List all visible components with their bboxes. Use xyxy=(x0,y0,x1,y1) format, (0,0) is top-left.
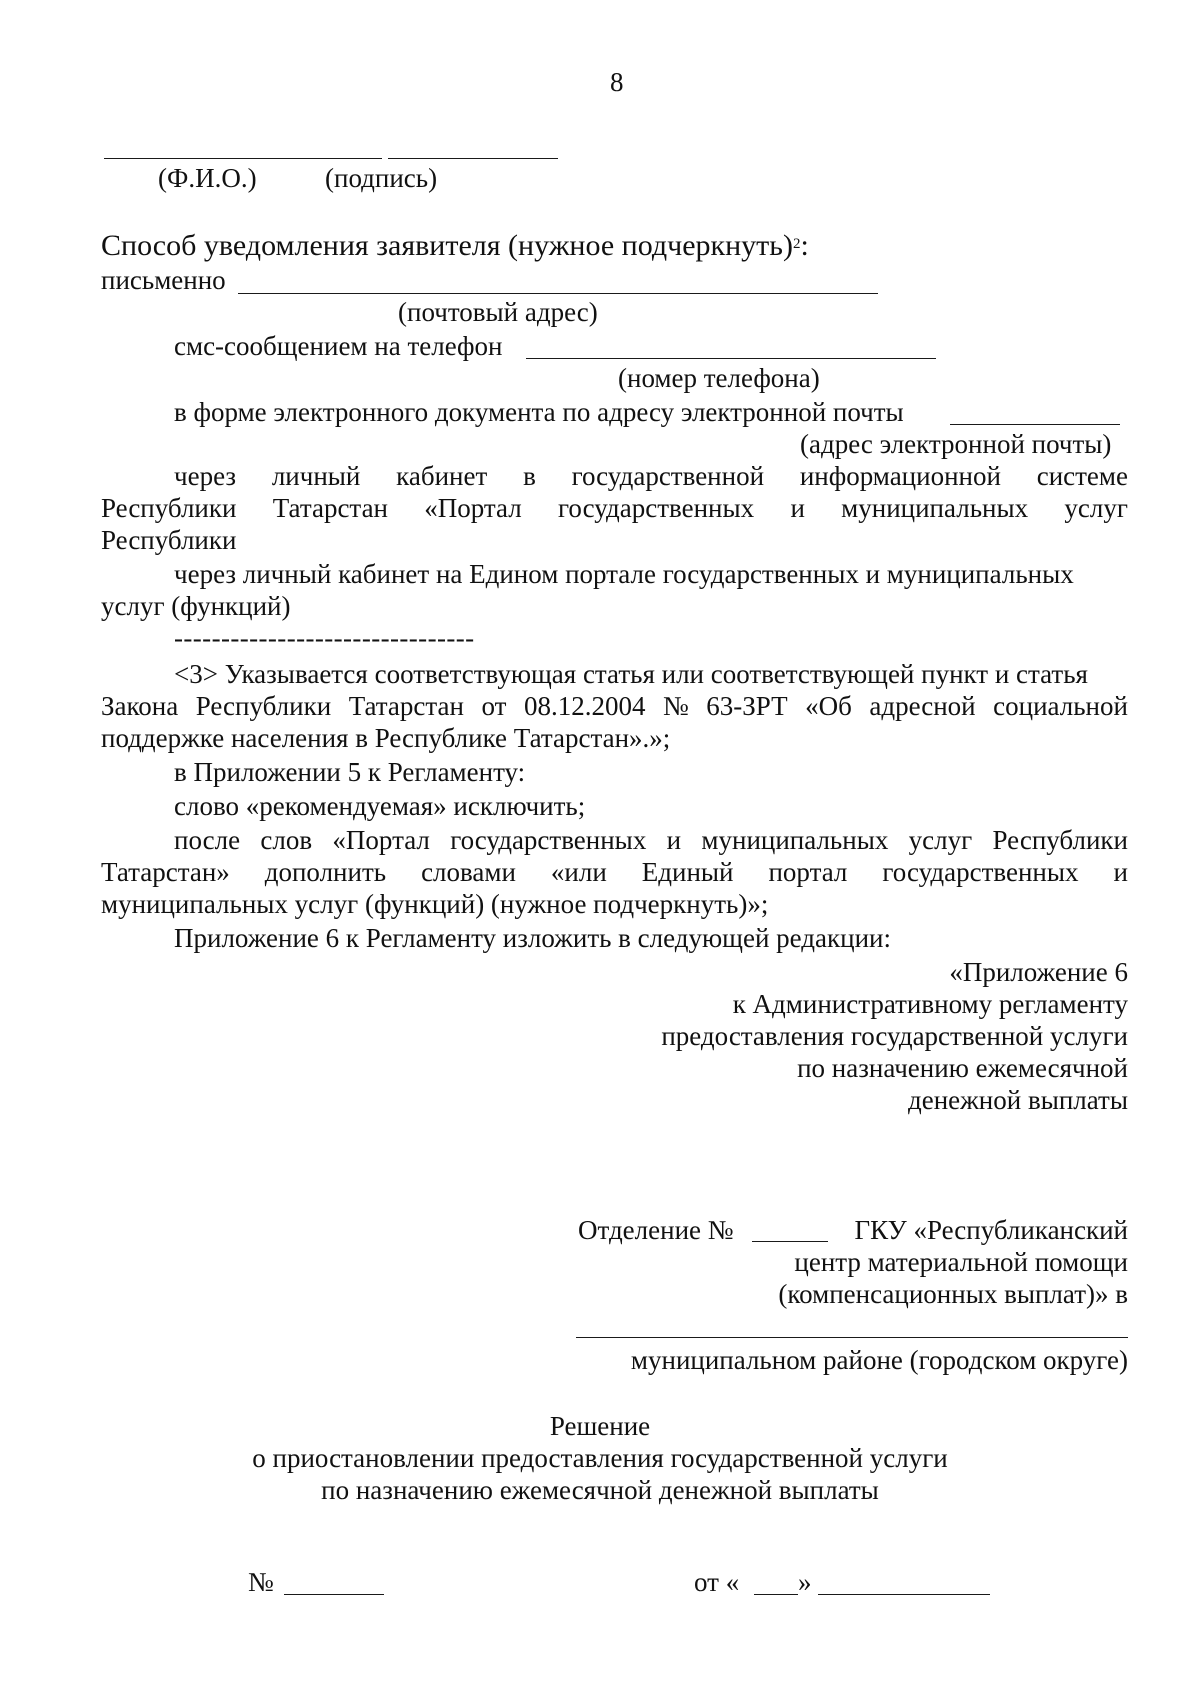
decision-date-close: » xyxy=(798,1567,812,1597)
amendment-line-3: после слов «Портал государственных и муниципальных услуг Республики xyxy=(174,825,1128,855)
department-number-field[interactable] xyxy=(752,1241,828,1242)
footnote-line-2: Закона Республики Татарстан от 08.12.2004 № 63-ЗРТ «Об адресной социальной xyxy=(101,691,1128,721)
written-label: письменно xyxy=(101,265,226,295)
cabinet-line-3: Республики xyxy=(101,525,237,555)
epgu-line-1: через личный кабинет на Едином портале государственных и муниципальных xyxy=(174,559,1074,589)
email-label: в форме электронного документа по адресу электронной почты xyxy=(174,397,904,427)
email-caption: (адрес электронной почты) xyxy=(800,429,1112,459)
appendix-line-4: по назначению ежемесячной xyxy=(797,1053,1128,1083)
footnote-line-1: <3> Указывается соответствующая статья или соответствующей пункт и статья xyxy=(174,659,1088,689)
signature-caption: (подпись) xyxy=(325,163,438,193)
decision-day-field[interactable] xyxy=(754,1594,798,1595)
amendment-line-6: Приложение 6 к Регламенту изложить в следующей редакции: xyxy=(174,923,891,953)
footnote-line-3: поддержке населения в Республике Татарстан».»; xyxy=(101,723,671,753)
amendment-line-4: Татарстан» дополнить словами «или Единый портал государственных и xyxy=(101,857,1128,887)
phone-field[interactable] xyxy=(526,358,936,359)
organization-name: ГКУ «Республиканский xyxy=(854,1215,1128,1245)
addressee-line-2: центр материальной помощи xyxy=(794,1247,1128,1277)
email-field[interactable] xyxy=(950,424,1120,425)
amendment-line-5: муниципальных услуг (функций) (нужное подчеркнуть)»; xyxy=(101,889,769,919)
appendix-line-1: «Приложение 6 xyxy=(949,957,1128,987)
district-field[interactable] xyxy=(576,1337,1128,1338)
cabinet-line-1: через личный кабинет в государственной информационной системе xyxy=(174,461,1128,491)
notification-heading: Способ уведомления заявителя (нужное подчеркнуть)$^2$: xyxy=(101,229,809,262)
district-caption: муниципальном районе (городском округе) xyxy=(630,1345,1128,1375)
postal-address-caption: (почтовый адрес) xyxy=(398,297,598,327)
epgu-line-2: услуг (функций) xyxy=(101,591,291,621)
cabinet-line-2: Республики Татарстан «Портал государственных и муниципальных услуг xyxy=(101,493,1128,523)
footnote-separator: -------------------------------- xyxy=(174,623,475,653)
decision-subtitle-1: о приостановлении предоставления государственной услуги xyxy=(252,1443,948,1473)
department-label: Отделение № xyxy=(578,1215,734,1245)
sms-label: смс-сообщением на телефон xyxy=(174,331,503,361)
appendix-line-3: предоставления государственной услуги xyxy=(661,1021,1128,1051)
decision-title: Решение xyxy=(549,1411,651,1441)
decision-number-label: № xyxy=(248,1567,274,1597)
postal-address-field[interactable] xyxy=(238,293,878,294)
page-number: 8 xyxy=(610,67,624,97)
decision-month-year-field[interactable] xyxy=(818,1594,990,1595)
amendment-line-1: в Приложении 5 к Регламенту: xyxy=(174,757,526,787)
fio-caption: (Ф.И.О.) xyxy=(158,163,257,193)
appendix-line-2: к Административному регламенту xyxy=(732,989,1128,1019)
decision-subtitle-2: по назначению ежемесячной денежной выплаты xyxy=(321,1475,879,1505)
phone-caption: (номер телефона) xyxy=(618,363,820,393)
signature-line xyxy=(388,158,558,159)
appendix-line-5: денежной выплаты xyxy=(908,1085,1128,1115)
decision-number-field[interactable] xyxy=(284,1594,384,1595)
amendment-line-2: слово «рекомендуемая» исключить; xyxy=(174,791,586,821)
decision-date-from: от « xyxy=(694,1567,740,1597)
addressee-line-3: (компенсационных выплат)» в xyxy=(778,1279,1128,1309)
fio-line xyxy=(104,158,382,159)
